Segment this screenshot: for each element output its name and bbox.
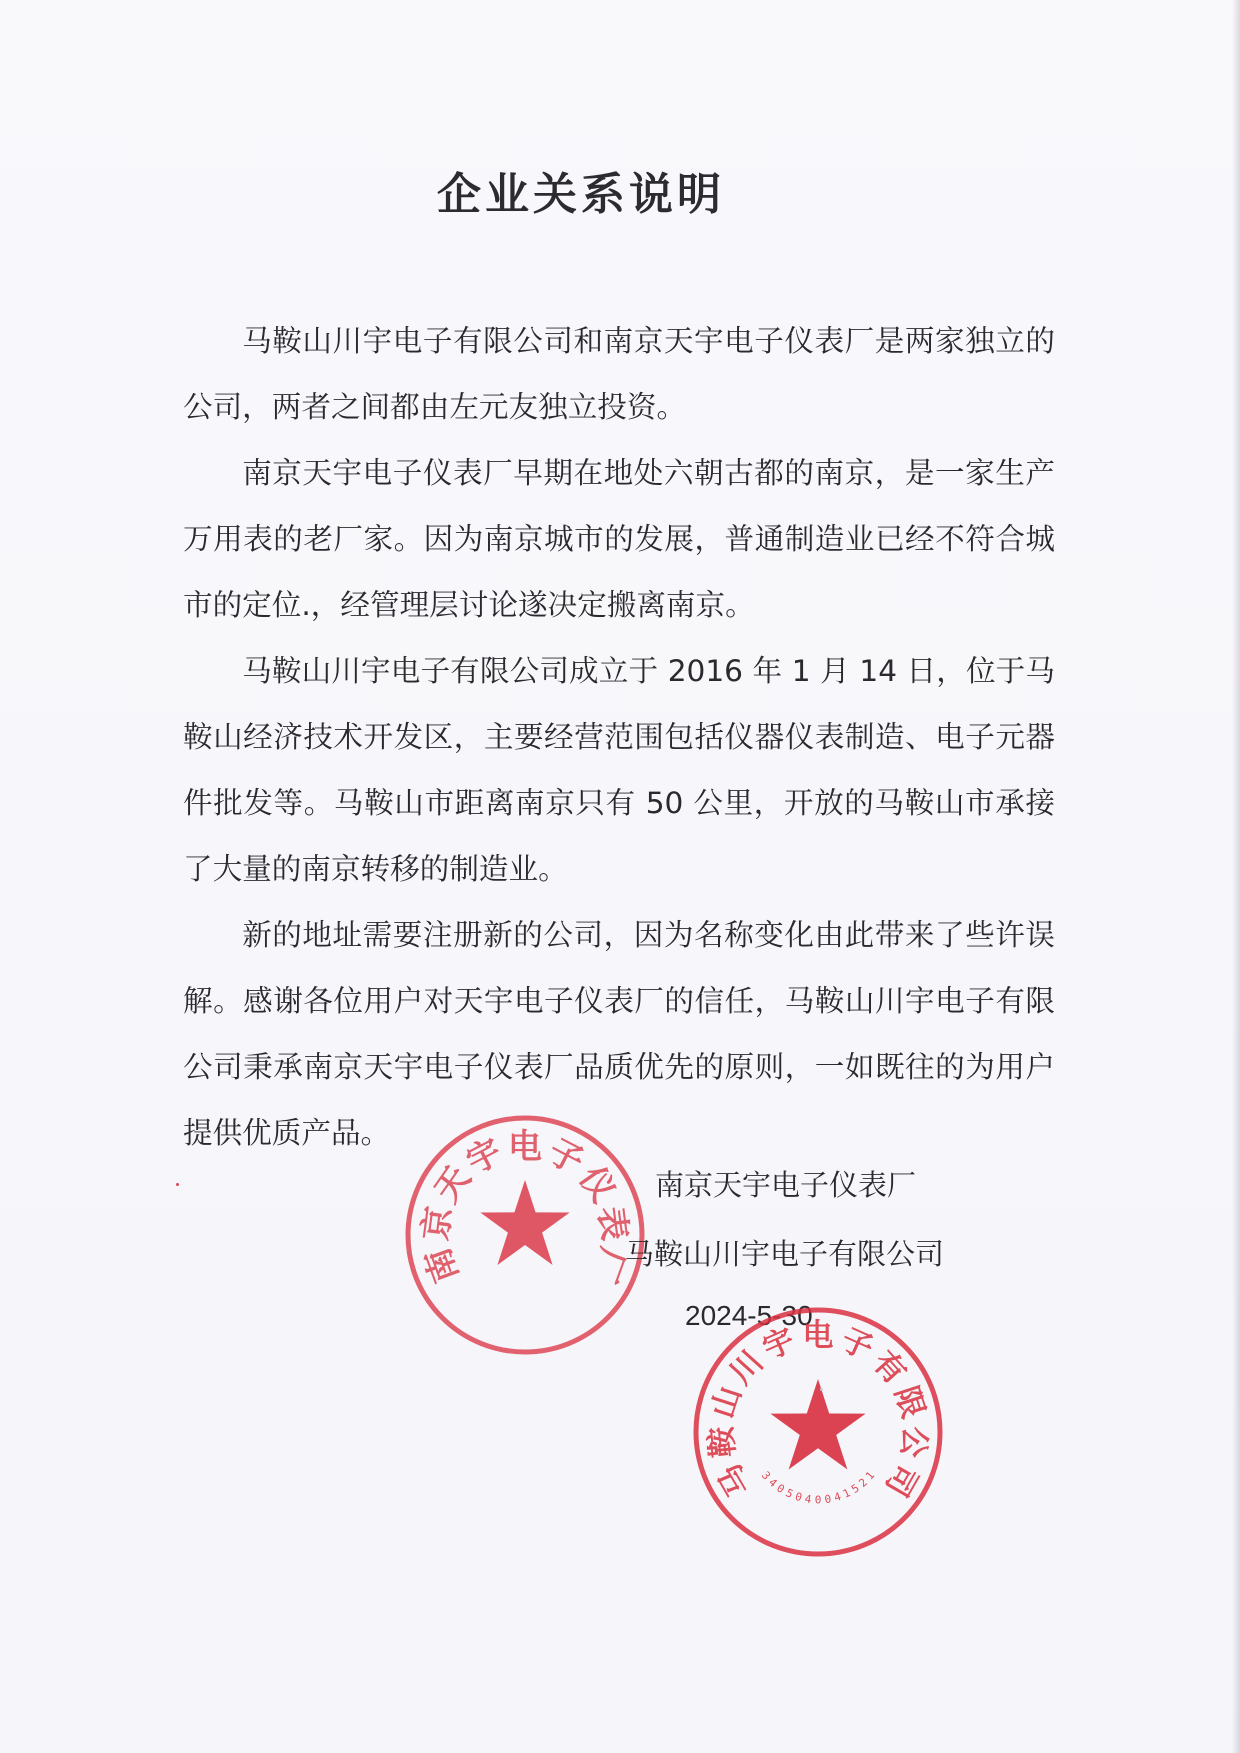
paragraph-1: 马鞍山川宇电子有限公司和南京天宇电子仪表厂是两家独立的公司，两者之间都由左元友独立投资。 <box>183 324 1055 424</box>
seal-char: 0 <box>814 1493 822 1507</box>
seal-char: 子 <box>835 1321 879 1368</box>
seal-char: 宇 <box>460 1131 509 1183</box>
seal-char: 司 <box>877 1457 925 1503</box>
seal-char: 表 <box>590 1204 635 1243</box>
seal-char: 电 <box>802 1318 834 1354</box>
ink-speck <box>176 1183 179 1186</box>
seal-char: 天 <box>426 1159 480 1210</box>
document-date: 2024-5-30 <box>685 1300 813 1331</box>
document-body <box>183 308 1055 1166</box>
seal-char: 5 <box>849 1481 862 1497</box>
paragraph-4: 新的地址需要注册新的公司，因为名称变化由此带来了些许误解。感谢各位用户对天宇电子仪表厂的信任，马鞍山川宇电子有限公司秉承南京天宇电子仪表厂品质优先的原则，一如既往的为用户提供优质产品。 <box>183 918 1055 1150</box>
seal-star-icon <box>480 1180 569 1265</box>
seal-char: 3 <box>758 1468 774 1483</box>
seal-star-icon <box>770 1379 865 1470</box>
seal-char: 4 <box>766 1475 780 1490</box>
seal-char: 5 <box>783 1486 796 1501</box>
seal-char: 电 <box>508 1127 542 1167</box>
seal-char: 马 <box>711 1457 759 1503</box>
seal-char: 1 <box>862 1468 878 1483</box>
ink-speck <box>820 1388 823 1391</box>
seal-char: 限 <box>887 1381 932 1423</box>
seal-char: 仪 <box>570 1159 624 1210</box>
seal-char: 0 <box>823 1492 833 1507</box>
seal-maanshan-chuanyu <box>690 1304 946 1560</box>
seal-char: 公 <box>893 1424 934 1460</box>
seal-char: 南 <box>417 1242 467 1288</box>
paragraph-2: 南京天宇电子仪表厂早期在地处六朝古都的南京，是一家生产万用表的老厂家。因为南京城市的发展，普通制造业已经不符合城市的定位.，经管理层讨论遂决定搬离南京。 <box>183 456 1055 622</box>
seal-char: 鞍 <box>702 1424 743 1460</box>
seal-char: 0 <box>774 1481 787 1497</box>
paragraph-3: 马鞍山川宇电子有限公司成立于 2016 年 1 月 14 日，位于马鞍山经济技术开发区，主要经营范围包括仪器仪表制造、电子元器件批发等。马鞍山市距离南京只有 50 公里，开放的马鞍山市承接了大量的南京转移的制造业。 <box>183 654 1055 886</box>
seal-char: 山 <box>704 1381 749 1423</box>
seal-char: 4 <box>832 1489 843 1505</box>
seal-nanjing-tianyu <box>400 1110 650 1360</box>
seal-char: 京 <box>415 1204 460 1243</box>
document-title: 企业关系说明 <box>437 169 725 220</box>
seal-char: 1 <box>840 1486 853 1501</box>
seal-char: 2 <box>856 1475 870 1490</box>
signature-maanshan: 马鞍山川宇电子有限公司 <box>625 1237 945 1271</box>
seal-char: 0 <box>793 1489 804 1505</box>
seal-char: 有 <box>865 1344 914 1392</box>
seal-char: 子 <box>541 1131 590 1183</box>
seal-char: 厂 <box>583 1242 633 1288</box>
page-edge-shadow <box>1232 0 1240 1753</box>
seal-char: 川 <box>722 1344 771 1392</box>
seal-char: 4 <box>803 1492 813 1507</box>
signature-nanjing: 南京天宇电子仪表厂 <box>655 1168 917 1202</box>
seal-char: 宇 <box>757 1321 801 1368</box>
